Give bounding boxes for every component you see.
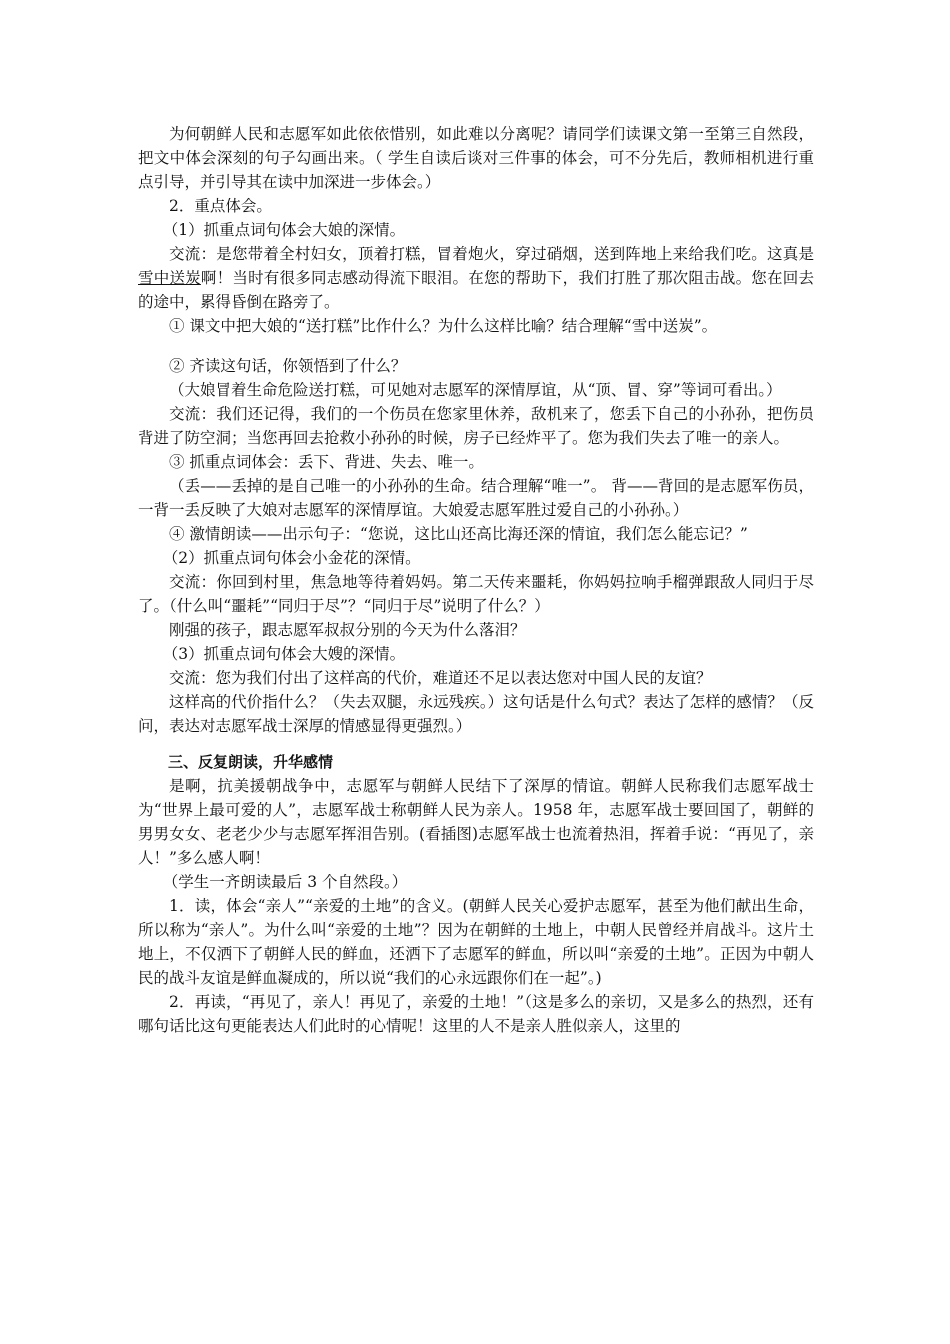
- paragraph-intro-question: 为何朝鲜人民和志愿军如此依依惜别，如此难以分离呢？请同学们读课文第一至第三自然段，把文中体会深刻的句子勾画出来。（ 学生自读后谈对三件事的体会，可不分先后，教师相机进行重点引导，并引导其在读中加深进一步体会。）: [138, 125, 814, 191]
- section-3-heading: 三、反复朗读，升华感情: [168, 753, 334, 771]
- question-1: ① 课文中把大娘的“送打糕”比作什么？为什么这样比喻？结合理解“雪中送炭”。: [169, 317, 718, 335]
- question-price: 这样高的代价指什么？（失去双腿，永远残疾。）这句话是什么句式？表达了怎样的感情？（反问，表达对志愿军战士深厚的情感显得更强烈。）: [138, 693, 814, 735]
- answer-note-3: （丢——丢掉的是自己唯一的小孙孙的生命。结合理解“唯一”。 背——背回的是志愿军伤员，一背一丢反映了大娘对志愿军的深情厚谊。大娘爱志愿军胜过爱自己的小孙孙。）: [138, 477, 814, 519]
- exchange-grandma-grandson: 交流：我们还记得，我们的一个伤员在您家里休养，敌机来了，您丢下自己的小孙孙，把伤员背进了防空洞；当您再回去抢救小孙孙的时候，房子已经炸平了。您为我们失去了唯一的亲人。: [138, 405, 814, 447]
- question-2: ② 齐读这句话，你领悟到了什么？: [169, 357, 407, 375]
- reading-step-2: 2．再读，“再见了，亲人！再见了，亲爱的土地！”（这是多么的亲切，又是多么的热烈，还有哪句话比这句更能表达人们此时的心情呢！这里的人不是亲人胜似亲人，这里的: [138, 993, 814, 1035]
- exchange-jinhua: 交流：你回到村里，焦急地等待着妈妈。第二天传来噩耗，你妈妈拉响手榴弹跟敌人同归于尽了。（什么叫“噩耗”“同归于尽”？“同归于尽”说明了什么？）: [138, 573, 814, 615]
- exchange-sister-in-law: 交流：您为我们付出了这样高的代价，难道还不足以表达您对中国人民的友谊？: [169, 669, 712, 687]
- summary-paragraph: 是啊，抗美援朝战争中，志愿军与朝鲜人民结下了深厚的情谊。朝鲜人民称我们志愿军战士为“世界上最可爱的人”，志愿军战士称朝鲜人民为亲人。1958 年，志愿军战士要回国了，朝鲜的男男女女、老老少少与志愿军挥泪告别。(看插图)志愿军战士也流着热泪，挥着手说：“再见了，亲人！”多么感人啊！: [138, 777, 814, 867]
- sub-heading-2: （2）抓重点词句体会小金花的深情。: [162, 549, 421, 567]
- reading-step-1: 1．读，体会“亲人”“亲爱的土地”的含义。(朝鲜人民关心爱护志愿军，甚至为他们献出生命，所以称为“亲人”。为什么叫“亲爱的土地”？因为在朝鲜的土地上，中朝人民曾经并肩战斗。这片土地上，不仅洒下了朝鲜人民的鲜血，还洒下了志愿军的鲜血，所以叫“亲爱的土地”。正因为中朝人民的战斗友谊是鲜血凝成的，所以说“我们的心永远跟你们在一起”。): [138, 897, 814, 987]
- step-2-heading: 2．重点体会。: [169, 197, 272, 215]
- question-jinhua: 刚强的孩子，跟志愿军叔叔分别的今天为什么落泪？: [169, 621, 526, 639]
- sub-heading-3: （3）抓重点词句体会大嫂的深情。: [162, 645, 406, 663]
- underlined-phrase: 雪中送炭: [138, 269, 201, 287]
- exchange-text-part: 交流：是您带着全村妇女，顶着打糕，冒着炮火，穿过硝烟，送到阵地上来给我们吃。这真是: [169, 245, 814, 263]
- exchange-grandma-cake: [138, 242, 814, 314]
- answer-note-2: （大娘冒着生命危险送打糕，可见她对志愿军的深情厚谊，从“顶、冒、穿”等词可看出。）: [169, 381, 782, 399]
- question-4: ④ 激情朗读——出示句子：“您说，这比山还高比海还深的情谊，我们怎么能忘记？”: [169, 525, 748, 543]
- reading-instruction: （学生一齐朗读最后 3 个自然段。）: [162, 873, 408, 891]
- lesson-text: [138, 122, 814, 1038]
- exchange-text-part: 啊！当时有很多同志感动得流下眼泪。在您的帮助下，我们打胜了那次阻击战。您在回去的途中，累得昏倒在路旁了。: [138, 269, 814, 311]
- question-3: ③ 抓重点词体会：丢下、背进、失去、唯一。: [169, 453, 484, 471]
- sub-heading-1: （1）抓重点词句体会大娘的深情。: [162, 221, 406, 239]
